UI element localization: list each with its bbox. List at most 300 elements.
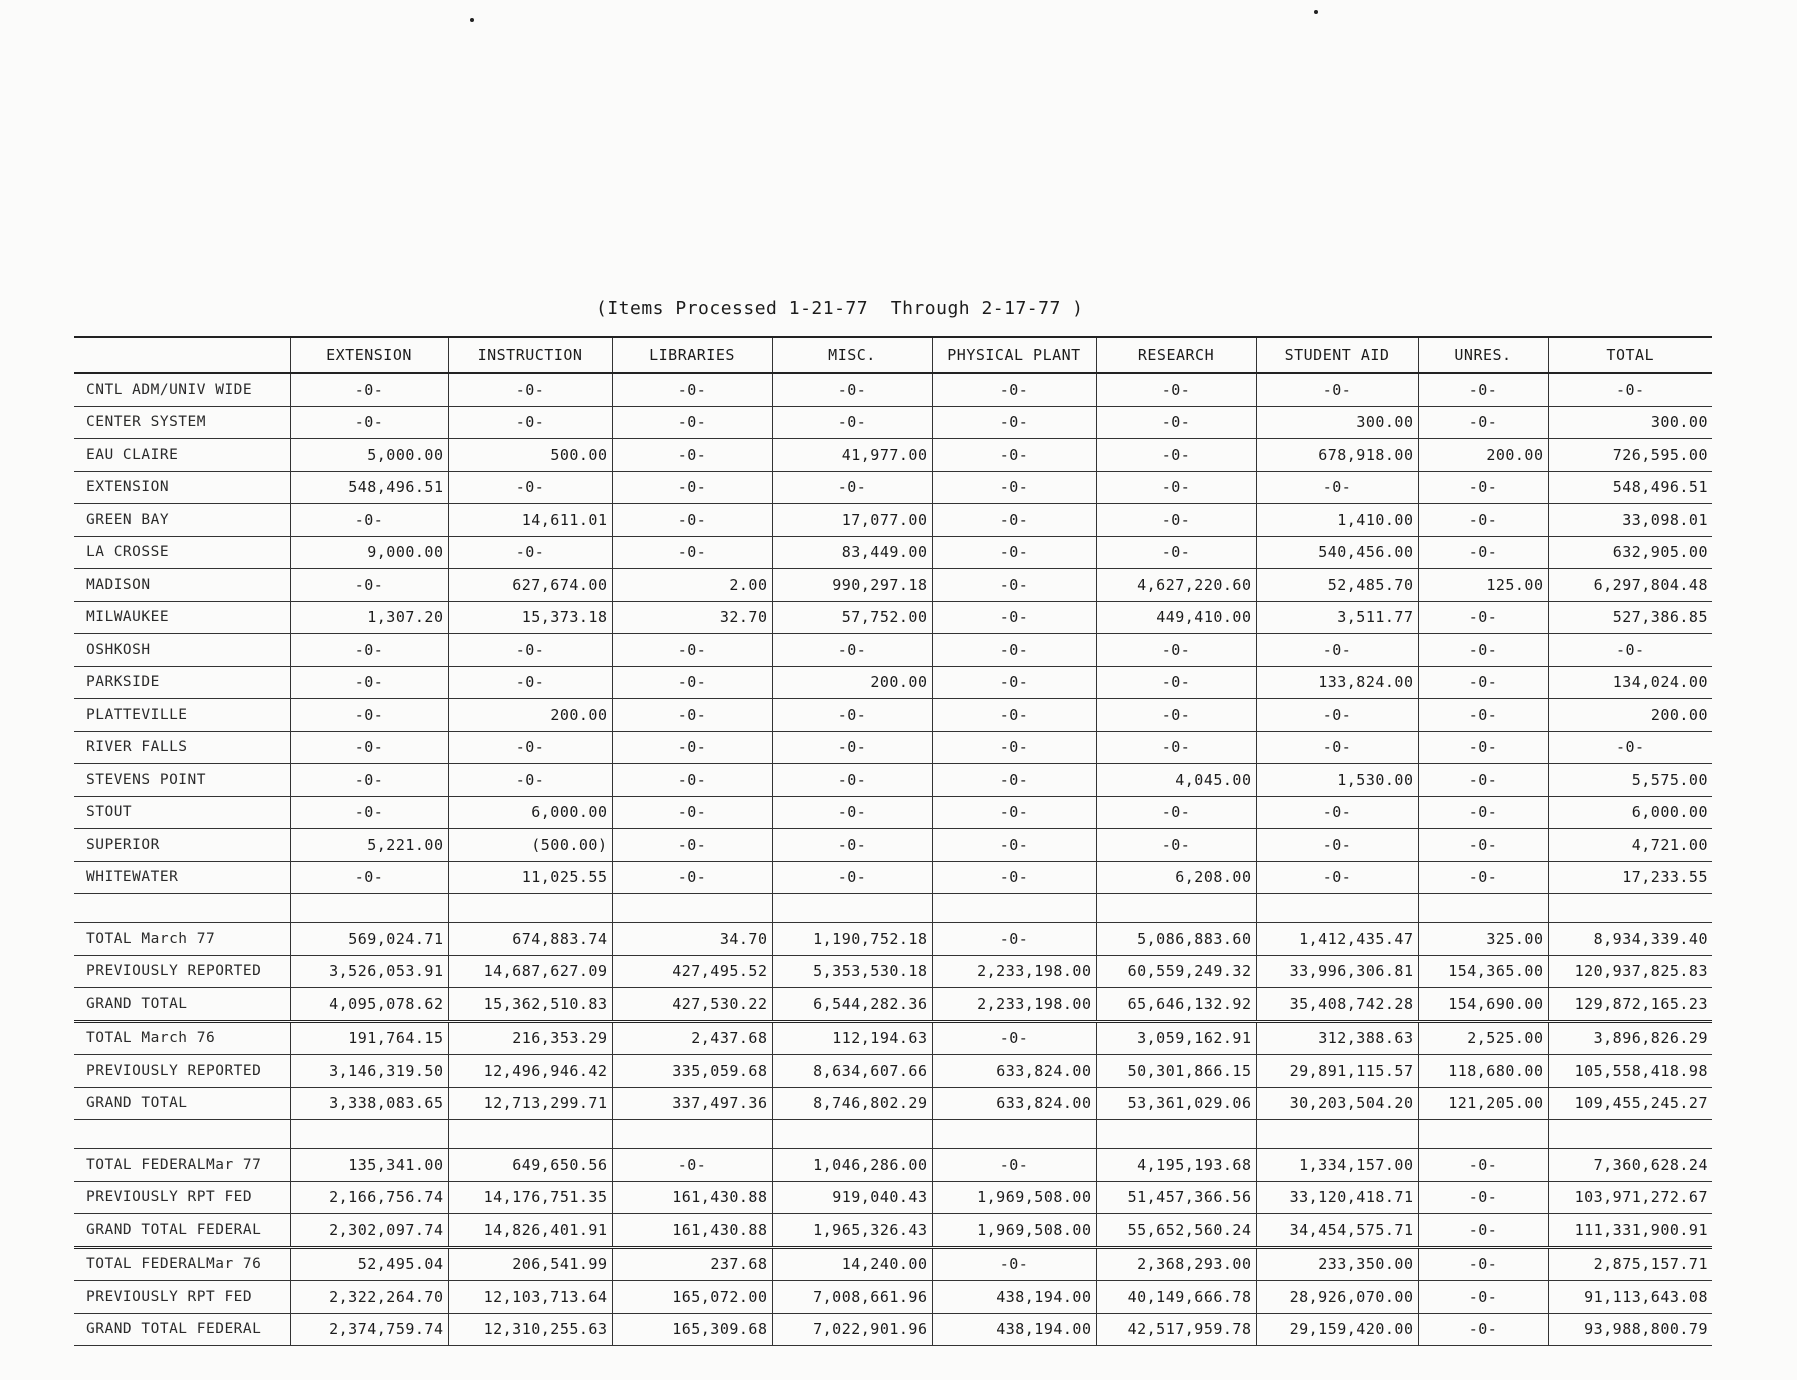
table-cell: -0- — [1256, 699, 1418, 732]
table-cell: -0- — [290, 504, 448, 537]
table-cell: 161,430.88 — [612, 1181, 772, 1214]
table-cell — [290, 1120, 448, 1149]
header-blank — [74, 337, 290, 373]
table-cell: -0- — [290, 666, 448, 699]
table-cell: 14,240.00 — [772, 1247, 932, 1281]
table-cell: 335,059.68 — [612, 1055, 772, 1088]
table-row — [74, 439, 1712, 472]
table-cell — [1418, 1120, 1548, 1149]
table-cell — [1096, 1120, 1256, 1149]
table-cell: -0- — [772, 796, 932, 829]
table-cell: 12,496,946.42 — [448, 1055, 612, 1088]
row-label: OSHKOSH — [74, 634, 290, 667]
table-row — [74, 699, 1712, 732]
table-cell: 633,824.00 — [932, 1087, 1096, 1120]
table-cell: 34,454,575.71 — [1256, 1214, 1418, 1248]
column-header: EXTENSION — [290, 337, 448, 373]
table-cell: 8,634,607.66 — [772, 1055, 932, 1088]
table-cell: 12,713,299.71 — [448, 1087, 612, 1120]
table-cell: -0- — [290, 406, 448, 439]
table-cell: 200.00 — [1418, 439, 1548, 472]
table-cell: 105,558,418.98 — [1548, 1055, 1712, 1088]
table-cell: 4,045.00 — [1096, 764, 1256, 797]
column-header: INSTRUCTION — [448, 337, 612, 373]
report-table — [74, 336, 1712, 1346]
table-cell: 3,526,053.91 — [290, 955, 448, 988]
table-cell: 7,360,628.24 — [1548, 1149, 1712, 1182]
row-label: WHITEWATER — [74, 861, 290, 894]
table-cell: 15,362,510.83 — [448, 988, 612, 1022]
table-row — [74, 1087, 1712, 1120]
table-cell: -0- — [290, 699, 448, 732]
table-cell: -0- — [932, 829, 1096, 862]
table-cell: 52,495.04 — [290, 1247, 448, 1281]
table-cell: 2,368,293.00 — [1096, 1247, 1256, 1281]
table-cell: 4,095,078.62 — [290, 988, 448, 1022]
table-cell: 91,113,643.08 — [1548, 1281, 1712, 1314]
table-cell — [448, 1120, 612, 1149]
table-cell: -0- — [1096, 829, 1256, 862]
table-row — [74, 764, 1712, 797]
table-cell: 3,146,319.50 — [290, 1055, 448, 1088]
table-cell: 135,341.00 — [290, 1149, 448, 1182]
table-cell: 990,297.18 — [772, 569, 932, 602]
table-cell: 1,412,435.47 — [1256, 923, 1418, 956]
table-cell — [448, 894, 612, 923]
row-label: MADISON — [74, 569, 290, 602]
table-cell: -0- — [772, 829, 932, 862]
table-cell: -0- — [772, 634, 932, 667]
table-cell: -0- — [932, 1247, 1096, 1281]
table-cell — [1256, 894, 1418, 923]
table-cell: -0- — [612, 796, 772, 829]
table-cell — [772, 1120, 932, 1149]
table-cell: -0- — [932, 1149, 1096, 1182]
table-cell — [772, 894, 932, 923]
table-cell: -0- — [1256, 731, 1418, 764]
table-cell: -0- — [1256, 634, 1418, 667]
table-cell: 161,430.88 — [612, 1214, 772, 1248]
table-cell: 2,374,759.74 — [290, 1313, 448, 1346]
table-cell: 53,361,029.06 — [1096, 1087, 1256, 1120]
table-cell: 1,969,508.00 — [932, 1181, 1096, 1214]
column-header: MISC. — [772, 337, 932, 373]
table-cell: -0- — [932, 764, 1096, 797]
row-label: PREVIOUSLY REPORTED — [74, 1055, 290, 1088]
row-label: PLATTEVILLE — [74, 699, 290, 732]
table-row — [74, 373, 1712, 406]
table-cell: 14,176,751.35 — [448, 1181, 612, 1214]
column-header: LIBRARIES — [612, 337, 772, 373]
table-cell: -0- — [612, 504, 772, 537]
table-cell: -0- — [612, 699, 772, 732]
table-cell: -0- — [290, 569, 448, 602]
table-cell: (500.00) — [448, 829, 612, 862]
table-cell: 134,024.00 — [1548, 666, 1712, 699]
table-cell: 300.00 — [1256, 406, 1418, 439]
row-label: SUPERIOR — [74, 829, 290, 862]
row-label: GRAND TOTAL — [74, 988, 290, 1022]
table-cell: 11,025.55 — [448, 861, 612, 894]
table-cell: -0- — [1548, 731, 1712, 764]
table-row — [74, 955, 1712, 988]
table-cell: 3,511.77 — [1256, 601, 1418, 634]
table-row — [74, 1214, 1712, 1248]
table-cell: -0- — [932, 373, 1096, 406]
table-cell: 52,485.70 — [1256, 569, 1418, 602]
table-cell: -0- — [1418, 373, 1548, 406]
table-row — [74, 829, 1712, 862]
table-cell: -0- — [612, 731, 772, 764]
row-label: PARKSIDE — [74, 666, 290, 699]
table-cell: 83,449.00 — [772, 536, 932, 569]
row-label: TOTAL March 76 — [74, 1021, 290, 1055]
table-cell: 42,517,959.78 — [1096, 1313, 1256, 1346]
table-cell: 1,046,286.00 — [772, 1149, 932, 1182]
table-cell: -0- — [932, 699, 1096, 732]
table-cell: -0- — [1418, 666, 1548, 699]
table-cell: -0- — [1256, 829, 1418, 862]
table-cell: 3,338,083.65 — [290, 1087, 448, 1120]
table-cell: 1,410.00 — [1256, 504, 1418, 537]
table-cell: -0- — [612, 634, 772, 667]
table-cell: 191,764.15 — [290, 1021, 448, 1055]
table-cell: -0- — [932, 601, 1096, 634]
table-cell: 133,824.00 — [1256, 666, 1418, 699]
row-label: TOTAL FEDERALMar 77 — [74, 1149, 290, 1182]
table-cell: 14,611.01 — [448, 504, 612, 537]
table-cell: 154,365.00 — [1418, 955, 1548, 988]
table-cell: 32.70 — [612, 601, 772, 634]
row-label: RIVER FALLS — [74, 731, 290, 764]
table-cell: -0- — [932, 536, 1096, 569]
table-cell: -0- — [1096, 373, 1256, 406]
table-row — [74, 1149, 1712, 1182]
table-cell: -0- — [1096, 634, 1256, 667]
table-cell: 5,086,883.60 — [1096, 923, 1256, 956]
table-cell: 4,627,220.60 — [1096, 569, 1256, 602]
table-cell: 678,918.00 — [1256, 439, 1418, 472]
row-label: MILWAUKEE — [74, 601, 290, 634]
table-cell: 30,203,504.20 — [1256, 1087, 1418, 1120]
table-row — [74, 894, 1712, 923]
table-cell — [932, 1120, 1096, 1149]
table-cell: 2,875,157.71 — [1548, 1247, 1712, 1281]
table-cell: 1,334,157.00 — [1256, 1149, 1418, 1182]
table-row — [74, 923, 1712, 956]
row-label: EXTENSION — [74, 471, 290, 504]
table-cell: 57,752.00 — [772, 601, 932, 634]
table-cell: -0- — [932, 731, 1096, 764]
table-cell: -0- — [932, 861, 1096, 894]
table-cell: 300.00 — [1548, 406, 1712, 439]
table-cell: 2,302,097.74 — [290, 1214, 448, 1248]
table-cell: 7,008,661.96 — [772, 1281, 932, 1314]
table-cell: -0- — [290, 796, 448, 829]
table-cell: -0- — [448, 471, 612, 504]
table-cell: 55,652,560.24 — [1096, 1214, 1256, 1248]
table-cell: -0- — [772, 471, 932, 504]
table-cell: -0- — [772, 406, 932, 439]
table-cell: -0- — [772, 731, 932, 764]
table-cell: -0- — [1096, 666, 1256, 699]
table-cell: 2,233,198.00 — [932, 988, 1096, 1022]
row-label: GREEN BAY — [74, 504, 290, 537]
table-cell: -0- — [1418, 1149, 1548, 1182]
table-row — [74, 406, 1712, 439]
table-cell: 33,996,306.81 — [1256, 955, 1418, 988]
table-cell: 34.70 — [612, 923, 772, 956]
table-row — [74, 1281, 1712, 1314]
table-cell: 17,077.00 — [772, 504, 932, 537]
table-cell: -0- — [1548, 634, 1712, 667]
row-label: GRAND TOTAL FEDERAL — [74, 1313, 290, 1346]
table-cell: -0- — [612, 1149, 772, 1182]
table-cell: -0- — [772, 373, 932, 406]
table-cell: -0- — [932, 569, 1096, 602]
table-cell: 33,120,418.71 — [1256, 1181, 1418, 1214]
table-cell: 1,965,326.43 — [772, 1214, 932, 1248]
table-cell: 29,891,115.57 — [1256, 1055, 1418, 1088]
table-cell: 7,022,901.96 — [772, 1313, 932, 1346]
table-cell: 2,166,756.74 — [290, 1181, 448, 1214]
table-cell: 118,680.00 — [1418, 1055, 1548, 1088]
table-row — [74, 601, 1712, 634]
table-cell: 112,194.63 — [772, 1021, 932, 1055]
table-row — [74, 666, 1712, 699]
table-cell: 1,969,508.00 — [932, 1214, 1096, 1248]
table-cell: 6,297,804.48 — [1548, 569, 1712, 602]
table-cell — [1548, 1120, 1712, 1149]
row-label: PREVIOUSLY RPT FED — [74, 1181, 290, 1214]
table-cell: 6,000.00 — [1548, 796, 1712, 829]
table-cell: 50,301,866.15 — [1096, 1055, 1256, 1088]
table-cell: -0- — [1418, 764, 1548, 797]
table-cell: 12,310,255.63 — [448, 1313, 612, 1346]
table-cell: -0- — [612, 439, 772, 472]
row-label: CNTL ADM/UNIV WIDE — [74, 373, 290, 406]
table-cell: -0- — [932, 439, 1096, 472]
table-cell: 35,408,742.28 — [1256, 988, 1418, 1022]
table-cell: -0- — [1256, 861, 1418, 894]
table-cell: -0- — [612, 861, 772, 894]
table-cell: 154,690.00 — [1418, 988, 1548, 1022]
table-cell: 438,194.00 — [932, 1281, 1096, 1314]
table-row — [74, 1021, 1712, 1055]
table-cell: -0- — [772, 861, 932, 894]
table-cell — [1096, 894, 1256, 923]
table-cell: -0- — [290, 861, 448, 894]
report-body — [74, 373, 1712, 1346]
table-cell: 5,353,530.18 — [772, 955, 932, 988]
table-cell: -0- — [772, 699, 932, 732]
table-cell: 237.68 — [612, 1247, 772, 1281]
table-cell: -0- — [1256, 373, 1418, 406]
table-row — [74, 861, 1712, 894]
table-cell: -0- — [448, 536, 612, 569]
table-cell: 4,195,193.68 — [1096, 1149, 1256, 1182]
table-cell: 427,530.22 — [612, 988, 772, 1022]
table-cell: -0- — [290, 731, 448, 764]
table-cell: 1,190,752.18 — [772, 923, 932, 956]
table-row — [74, 536, 1712, 569]
row-label: TOTAL FEDERALMar 76 — [74, 1247, 290, 1281]
table-cell: 312,388.63 — [1256, 1021, 1418, 1055]
table-cell: 12,103,713.64 — [448, 1281, 612, 1314]
table-cell: -0- — [1418, 601, 1548, 634]
table-cell: 540,456.00 — [1256, 536, 1418, 569]
table-cell: -0- — [612, 536, 772, 569]
table-cell: -0- — [612, 471, 772, 504]
table-row — [74, 796, 1712, 829]
table-cell: 919,040.43 — [772, 1181, 932, 1214]
table-cell: 527,386.85 — [1548, 601, 1712, 634]
table-cell: 65,646,132.92 — [1096, 988, 1256, 1022]
table-cell: 200.00 — [772, 666, 932, 699]
table-cell: 2,525.00 — [1418, 1021, 1548, 1055]
table-cell: 233,350.00 — [1256, 1247, 1418, 1281]
table-cell: 449,410.00 — [1096, 601, 1256, 634]
table-cell: 6,544,282.36 — [772, 988, 932, 1022]
table-cell: -0- — [1096, 731, 1256, 764]
table-cell: -0- — [1096, 536, 1256, 569]
row-label: PREVIOUSLY RPT FED — [74, 1281, 290, 1314]
table-cell: -0- — [1096, 796, 1256, 829]
table-cell: -0- — [772, 764, 932, 797]
table-cell: -0- — [1418, 471, 1548, 504]
table-cell: 120,937,825.83 — [1548, 955, 1712, 988]
table-cell: -0- — [1548, 373, 1712, 406]
table-cell: -0- — [1418, 504, 1548, 537]
table-cell: 1,530.00 — [1256, 764, 1418, 797]
column-header: RESEARCH — [1096, 337, 1256, 373]
table-cell: -0- — [1418, 796, 1548, 829]
table-cell: -0- — [1096, 699, 1256, 732]
table-cell: 2.00 — [612, 569, 772, 602]
table-cell: -0- — [1418, 536, 1548, 569]
table-cell: -0- — [1418, 1247, 1548, 1281]
table-cell: 569,024.71 — [290, 923, 448, 956]
table-cell: -0- — [612, 373, 772, 406]
table-cell: 15,373.18 — [448, 601, 612, 634]
table-row — [74, 988, 1712, 1022]
row-label: PREVIOUSLY REPORTED — [74, 955, 290, 988]
table-cell: -0- — [1418, 1281, 1548, 1314]
table-cell: -0- — [932, 666, 1096, 699]
table-cell: 200.00 — [448, 699, 612, 732]
row-label: LA CROSSE — [74, 536, 290, 569]
table-cell — [1256, 1120, 1418, 1149]
table-cell: -0- — [1418, 731, 1548, 764]
table-cell: 4,721.00 — [1548, 829, 1712, 862]
table-cell: 33,098.01 — [1548, 504, 1712, 537]
column-header: TOTAL — [1548, 337, 1712, 373]
table-cell: 3,059,162.91 — [1096, 1021, 1256, 1055]
table-cell: 8,934,339.40 — [1548, 923, 1712, 956]
table-cell: 5,575.00 — [1548, 764, 1712, 797]
table-cell: 165,309.68 — [612, 1313, 772, 1346]
table-row — [74, 504, 1712, 537]
table-cell: 200.00 — [1548, 699, 1712, 732]
row-label: STEVENS POINT — [74, 764, 290, 797]
table-cell: -0- — [932, 504, 1096, 537]
table-cell: 1,307.20 — [290, 601, 448, 634]
table-cell: -0- — [612, 764, 772, 797]
table-cell: 165,072.00 — [612, 1281, 772, 1314]
table-cell: -0- — [1096, 504, 1256, 537]
table-cell: 427,495.52 — [612, 955, 772, 988]
table-cell — [1418, 894, 1548, 923]
table-cell: -0- — [1418, 406, 1548, 439]
row-label: TOTAL March 77 — [74, 923, 290, 956]
table-cell: -0- — [932, 923, 1096, 956]
table-cell: 216,353.29 — [448, 1021, 612, 1055]
table-row — [74, 731, 1712, 764]
table-row — [74, 1247, 1712, 1281]
table-cell — [290, 894, 448, 923]
row-label: GRAND TOTAL — [74, 1087, 290, 1120]
table-cell: 500.00 — [448, 439, 612, 472]
table-row — [74, 634, 1712, 667]
table-cell: 17,233.55 — [1548, 861, 1712, 894]
table-cell — [612, 894, 772, 923]
table-cell: 627,674.00 — [448, 569, 612, 602]
table-row — [74, 471, 1712, 504]
table-cell: 206,541.99 — [448, 1247, 612, 1281]
table-cell: 93,988,800.79 — [1548, 1313, 1712, 1346]
table-cell: 2,233,198.00 — [932, 955, 1096, 988]
table-cell: 111,331,900.91 — [1548, 1214, 1712, 1248]
table-cell: -0- — [290, 373, 448, 406]
table-cell: 40,149,666.78 — [1096, 1281, 1256, 1314]
row-label: STOUT — [74, 796, 290, 829]
table-cell: 121,205.00 — [1418, 1087, 1548, 1120]
table-cell: -0- — [448, 373, 612, 406]
table-cell: 29,159,420.00 — [1256, 1313, 1418, 1346]
table-cell: 103,971,272.67 — [1548, 1181, 1712, 1214]
table-row — [74, 1313, 1712, 1346]
table-cell: -0- — [1418, 829, 1548, 862]
table-cell: 548,496.51 — [1548, 471, 1712, 504]
table-cell: 129,872,165.23 — [1548, 988, 1712, 1022]
table-cell: 325.00 — [1418, 923, 1548, 956]
table-cell: 3,896,826.29 — [1548, 1021, 1712, 1055]
row-label: CENTER SYSTEM — [74, 406, 290, 439]
table-cell: -0- — [932, 796, 1096, 829]
table-cell: 337,497.36 — [612, 1087, 772, 1120]
column-header: UNRES. — [1418, 337, 1548, 373]
table-cell: 5,221.00 — [290, 829, 448, 862]
table-cell: -0- — [1096, 439, 1256, 472]
table-cell: 41,977.00 — [772, 439, 932, 472]
table-row — [74, 1181, 1712, 1214]
table-cell: -0- — [448, 666, 612, 699]
table-cell: 674,883.74 — [448, 923, 612, 956]
table-row — [74, 1120, 1712, 1149]
table-cell: -0- — [932, 1021, 1096, 1055]
table-cell — [932, 894, 1096, 923]
table-cell: -0- — [448, 764, 612, 797]
table-cell: -0- — [612, 829, 772, 862]
table-cell: -0- — [932, 406, 1096, 439]
table-cell: -0- — [1418, 634, 1548, 667]
table-cell: -0- — [1256, 471, 1418, 504]
table-cell: -0- — [290, 764, 448, 797]
table-cell: 51,457,366.56 — [1096, 1181, 1256, 1214]
table-cell: 14,826,401.91 — [448, 1214, 612, 1248]
table-cell: -0- — [1418, 1214, 1548, 1248]
table-cell: 726,595.00 — [1548, 439, 1712, 472]
